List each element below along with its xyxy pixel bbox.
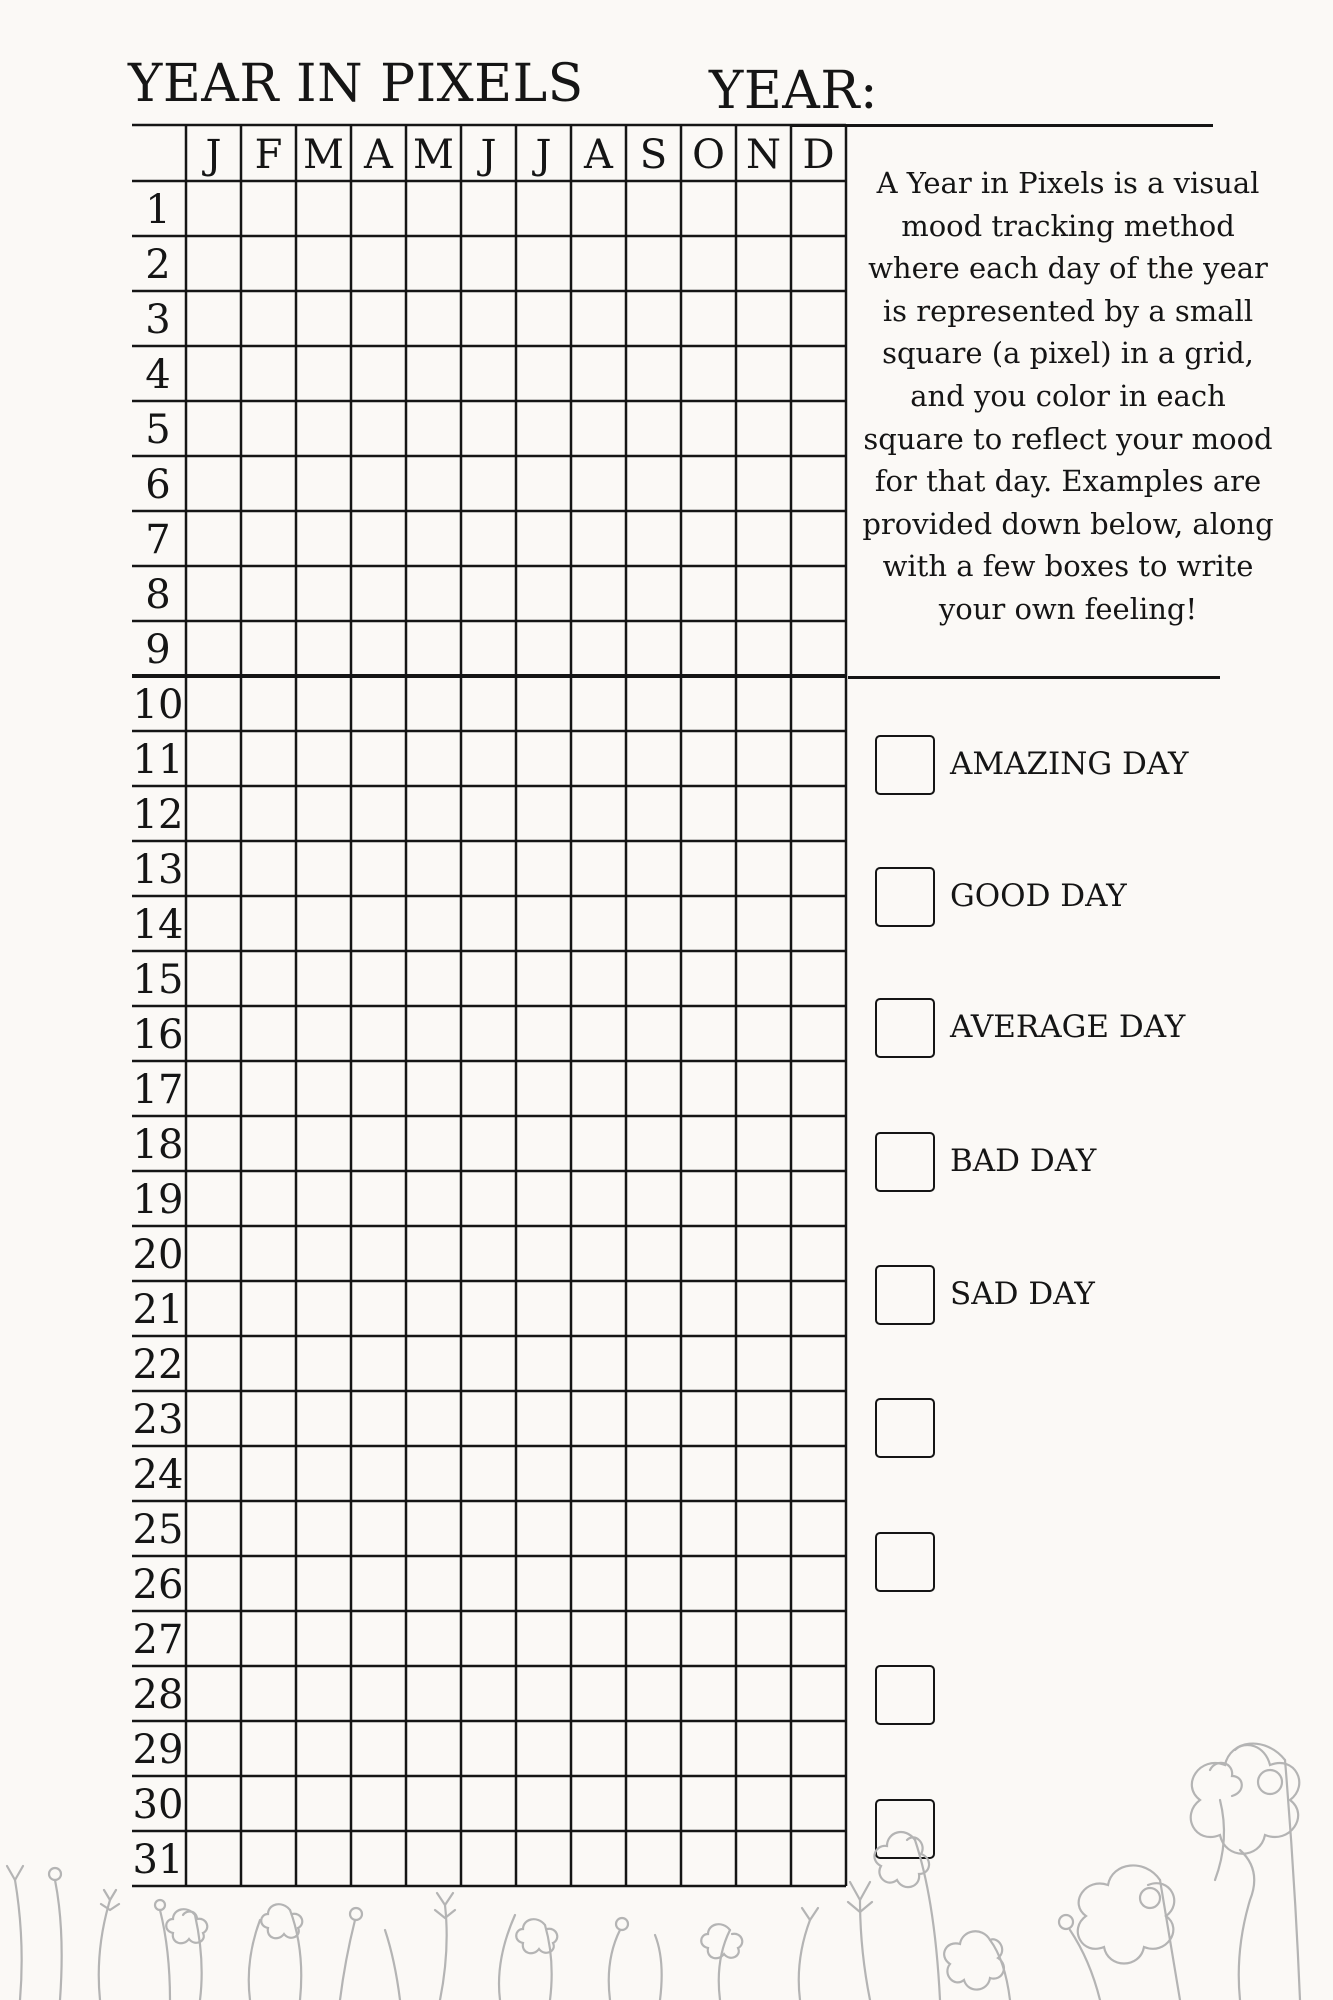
legend-label: BAD DAY	[950, 1143, 1097, 1179]
day-label-5: 5	[145, 407, 171, 453]
description-text: A Year in Pixels is a visual mood tracking method where each day of the year is represented by a small square (a pixel) in a grid, and you color in each square to reflect your mood for that day. Examples are provided down below, along with a few boxes to write your own feeling!	[862, 166, 1274, 626]
day-label-18: 18	[132, 1122, 184, 1168]
legend-label: AMAZING DAY	[950, 746, 1189, 782]
day-label-3: 3	[145, 297, 171, 343]
day-label-1: 1	[145, 187, 171, 233]
legend-label: AVERAGE DAY	[950, 1009, 1186, 1045]
month-header-8: A	[584, 132, 613, 178]
day-label-7: 7	[145, 517, 171, 563]
month-header-10: O	[692, 132, 725, 178]
page-title: YEAR IN PIXELS	[128, 54, 584, 114]
day-label-6: 6	[145, 462, 171, 508]
month-header-7: J	[535, 132, 552, 178]
month-header-9: S	[639, 132, 668, 178]
day-label-19: 19	[132, 1177, 184, 1223]
day-label-22: 22	[132, 1342, 184, 1388]
day-label-9: 9	[145, 627, 171, 673]
day-label-2: 2	[145, 242, 171, 288]
day-label-26: 26	[132, 1562, 184, 1608]
day-label-14: 14	[132, 902, 184, 948]
day-label-12: 12	[132, 792, 184, 838]
day-label-17: 17	[132, 1067, 184, 1113]
legend-label: GOOD DAY	[950, 878, 1127, 914]
day-label-21: 21	[132, 1287, 184, 1333]
day-label-31: 31	[132, 1837, 184, 1883]
day-label-13: 13	[132, 847, 184, 893]
day-label-8: 8	[145, 572, 171, 618]
month-header-1: J	[205, 132, 222, 178]
month-header-5: M	[413, 132, 454, 178]
year-label: YEAR:	[709, 61, 879, 121]
month-header-6: J	[480, 132, 497, 178]
day-label-29: 29	[132, 1727, 184, 1773]
day-label-15: 15	[132, 957, 184, 1003]
day-label-4: 4	[145, 352, 171, 398]
day-label-30: 30	[132, 1782, 184, 1828]
month-header-3: M	[303, 132, 344, 178]
month-header-2: F	[254, 132, 283, 178]
day-label-24: 24	[132, 1452, 184, 1498]
day-label-20: 20	[132, 1232, 184, 1278]
month-header-4: A	[364, 132, 393, 178]
day-label-10: 10	[132, 682, 184, 728]
day-label-27: 27	[132, 1617, 184, 1663]
month-header-11: N	[746, 132, 781, 178]
day-label-23: 23	[132, 1397, 184, 1443]
day-label-28: 28	[132, 1672, 184, 1718]
month-header-12: D	[802, 132, 835, 178]
day-label-11: 11	[132, 737, 184, 783]
legend-label: SAD DAY	[950, 1276, 1095, 1312]
day-label-16: 16	[132, 1012, 184, 1058]
day-label-25: 25	[132, 1507, 184, 1553]
